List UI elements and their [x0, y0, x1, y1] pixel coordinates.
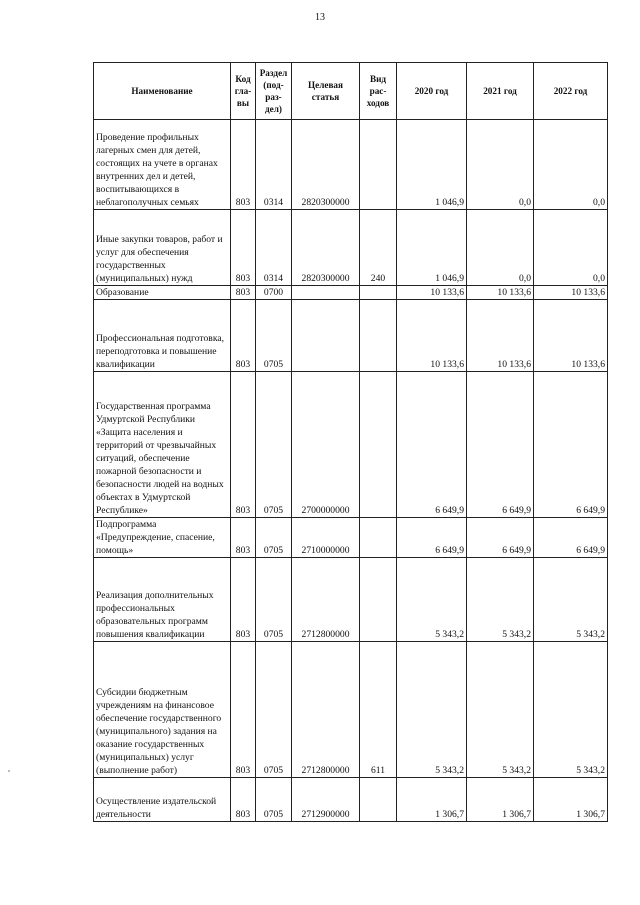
header-row — [94, 63, 608, 120]
row-section: 0700 — [256, 286, 292, 300]
row-value-2021: 6 649,9 — [467, 372, 534, 518]
row-target-article: 2712800000 — [292, 642, 360, 778]
header-expense-type: Вид рас- ходов — [360, 63, 397, 120]
table-row — [94, 642, 608, 778]
row-section: 0705 — [256, 642, 292, 778]
row-name: Проведение профильных лагерных смен для детей, состоящих на учете в органах внутренних дел и детей, воспитывающихся в неблагополучных семьях — [94, 120, 231, 210]
row-value-2022: 5 343,2 — [534, 558, 608, 642]
row-target-article: 2710000000 — [292, 518, 360, 558]
row-expense-type — [360, 518, 397, 558]
row-chapter-code: 803 — [231, 286, 256, 300]
row-name: Иные закупки товаров, работ и услуг для обеспечения государственных (муниципальных) нужд — [94, 210, 231, 286]
row-value-2021: 5 343,2 — [467, 558, 534, 642]
row-value-2020: 6 649,9 — [397, 372, 467, 518]
row-target-article: 2712800000 — [292, 558, 360, 642]
page-number: 13 — [315, 12, 325, 23]
row-section: 0705 — [256, 372, 292, 518]
header-section: Раздел (под- раз- дел) — [256, 63, 292, 120]
table-body — [94, 120, 608, 822]
row-chapter-code: 803 — [231, 518, 256, 558]
scan-dot — [8, 770, 10, 772]
row-name: Реализация дополнительных профессиональных образовательных программ повышения квалификации — [94, 558, 231, 642]
row-target-article — [292, 300, 360, 372]
row-section: 0705 — [256, 518, 292, 558]
header-year-2022: 2022 год — [534, 63, 608, 120]
row-value-2021: 5 343,2 — [467, 642, 534, 778]
table-row — [94, 120, 608, 210]
row-value-2020: 5 343,2 — [397, 642, 467, 778]
header-year-2020: 2020 год — [397, 63, 467, 120]
table-row — [94, 286, 608, 300]
row-value-2022: 5 343,2 — [534, 642, 608, 778]
row-expense-type — [360, 286, 397, 300]
row-chapter-code: 803 — [231, 372, 256, 518]
row-value-2021: 0,0 — [467, 120, 534, 210]
row-value-2020: 1 046,9 — [397, 210, 467, 286]
row-chapter-code: 803 — [231, 778, 256, 822]
row-expense-type — [360, 300, 397, 372]
row-value-2022: 1 306,7 — [534, 778, 608, 822]
header-chapter-code: Код гла- вы — [231, 63, 256, 120]
row-value-2020: 6 649,9 — [397, 518, 467, 558]
row-section: 0314 — [256, 120, 292, 210]
row-target-article: 2820300000 — [292, 210, 360, 286]
header-name: Наименование — [94, 63, 231, 120]
row-value-2020: 10 133,6 — [397, 286, 467, 300]
row-value-2021: 10 133,6 — [467, 300, 534, 372]
row-name: Подпрограмма «Предупреждение, спасение, помощь» — [94, 518, 231, 558]
row-section: 0705 — [256, 778, 292, 822]
row-name: Осуществление издательской деятельности — [94, 778, 231, 822]
row-name: Профессиональная подготовка, переподготовка и повышение квалификации — [94, 300, 231, 372]
row-name: Субсидии бюджетным учреждениям на финансовое обеспечение государственного (муниципального) задания на оказание государственных (муниципальных) услуг (выполнение работ) — [94, 642, 231, 778]
row-section: 0705 — [256, 300, 292, 372]
row-value-2020: 1 046,9 — [397, 120, 467, 210]
row-target-article: 2820300000 — [292, 120, 360, 210]
row-value-2022: 10 133,6 — [534, 300, 608, 372]
row-name: Государственная программа Удмуртской Республики «Защита населения и территорий от чрезвычайных ситуаций, обеспечение пожарной безопасности и безопасности людей на водных объектах в Удмуртской Республике» — [94, 372, 231, 518]
row-name: Образование — [94, 286, 231, 300]
row-section: 0705 — [256, 558, 292, 642]
row-expense-type — [360, 558, 397, 642]
row-chapter-code: 803 — [231, 642, 256, 778]
row-value-2021: 0,0 — [467, 210, 534, 286]
row-section: 0314 — [256, 210, 292, 286]
table-row — [94, 778, 608, 822]
row-value-2020: 1 306,7 — [397, 778, 467, 822]
row-value-2020: 10 133,6 — [397, 300, 467, 372]
row-expense-type: 611 — [360, 642, 397, 778]
row-chapter-code: 803 — [231, 558, 256, 642]
row-value-2022: 6 649,9 — [534, 518, 608, 558]
row-value-2022: 10 133,6 — [534, 286, 608, 300]
header-target-article: Целевая статья — [292, 63, 360, 120]
table-row — [94, 300, 608, 372]
row-expense-type — [360, 120, 397, 210]
table-row — [94, 518, 608, 558]
header-year-2021: 2021 год — [467, 63, 534, 120]
row-value-2022: 0,0 — [534, 120, 608, 210]
row-value-2021: 6 649,9 — [467, 518, 534, 558]
row-chapter-code: 803 — [231, 120, 256, 210]
table-row — [94, 210, 608, 286]
row-value-2021: 1 306,7 — [467, 778, 534, 822]
row-expense-type: 240 — [360, 210, 397, 286]
row-chapter-code: 803 — [231, 210, 256, 286]
row-expense-type — [360, 372, 397, 518]
table-row — [94, 372, 608, 518]
row-target-article — [292, 286, 360, 300]
row-value-2020: 5 343,2 — [397, 558, 467, 642]
table-row — [94, 558, 608, 642]
row-value-2022: 6 649,9 — [534, 372, 608, 518]
row-value-2022: 0,0 — [534, 210, 608, 286]
budget-table — [93, 62, 608, 822]
row-target-article: 2700000000 — [292, 372, 360, 518]
row-value-2021: 10 133,6 — [467, 286, 534, 300]
row-expense-type — [360, 778, 397, 822]
row-chapter-code: 803 — [231, 300, 256, 372]
row-target-article: 2712900000 — [292, 778, 360, 822]
